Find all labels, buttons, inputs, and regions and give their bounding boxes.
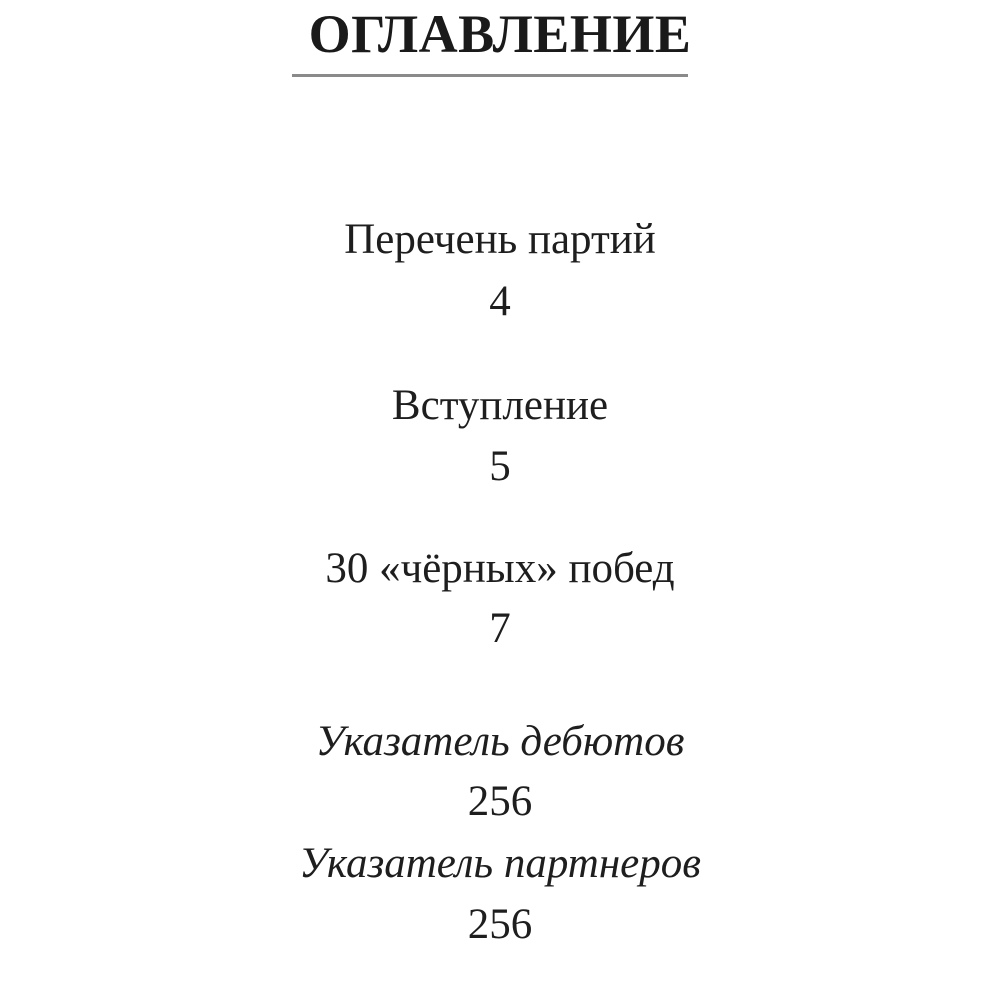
toc-entry-page: 256 bbox=[467, 901, 533, 948]
toc-entry-title: Указатель партнеров bbox=[299, 840, 701, 887]
toc-entry-title: 30 «чёрных» побед bbox=[325, 545, 675, 592]
page-title: ОГЛАВЛЕНИЕ bbox=[308, 4, 692, 64]
title-underline bbox=[292, 74, 688, 77]
toc-entry-title: Указатель дебютов bbox=[315, 718, 685, 765]
toc-entry-title: Вступление bbox=[391, 382, 609, 429]
toc-entry-page: 4 bbox=[489, 278, 511, 325]
toc-entry-page: 5 bbox=[489, 443, 511, 490]
toc-entry-page: 7 bbox=[489, 605, 511, 652]
toc-entry-title: Перечень партий bbox=[344, 216, 656, 263]
toc-entry-page: 256 bbox=[467, 778, 533, 825]
